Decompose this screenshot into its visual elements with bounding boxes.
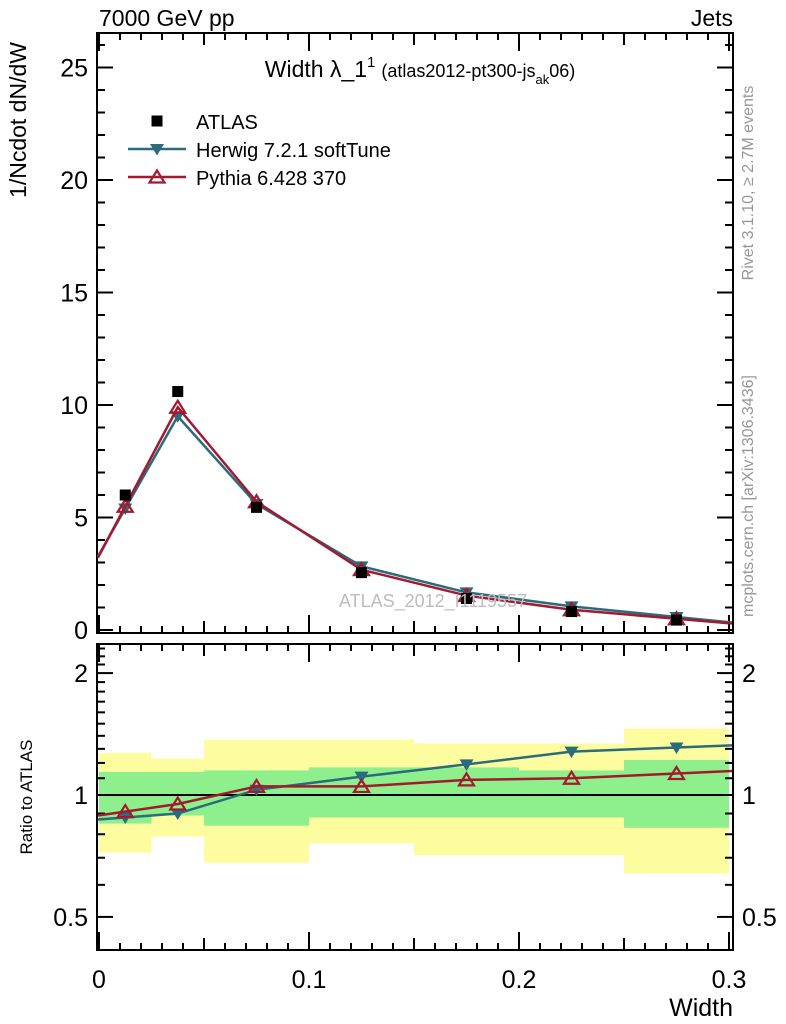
svg-text:0.5: 0.5 — [53, 903, 88, 932]
svg-text:10: 10 — [60, 392, 88, 420]
rivet-version-note: Rivet 3.1.10, ≥ 2.7M events — [740, 85, 757, 281]
svg-text:0.1: 0.1 — [291, 966, 327, 994]
ratio-y-axis-label: Ratio to ATLAS — [17, 739, 36, 855]
svg-text:0: 0 — [92, 966, 106, 994]
series-main-atlas — [120, 386, 682, 626]
svg-text:1: 1 — [742, 782, 756, 810]
svg-text:15: 15 — [60, 279, 88, 308]
svg-text:1: 1 — [74, 782, 88, 810]
main-y-axis-label: 1/Ncdot dN/dW — [5, 42, 31, 198]
plot-title-subscript: ak — [535, 72, 550, 87]
svg-text:5: 5 — [74, 504, 88, 533]
generated-plot-layer — [53, 33, 777, 994]
svg-text:2: 2 — [742, 660, 756, 689]
plot-title-detail-end: 06) — [549, 61, 576, 81]
mcplots-arxiv-note: mcplots.cern.ch [arXiv:1306.3436] — [740, 375, 757, 617]
svg-text:2: 2 — [74, 660, 88, 689]
process-label: Jets — [690, 5, 733, 31]
plot-title-detail: (atlas2012-pt300-js — [381, 61, 536, 81]
svg-text:20: 20 — [60, 167, 88, 195]
svg-text:0: 0 — [74, 617, 88, 645]
plot-title — [265, 54, 575, 87]
x-axis-label: Width — [669, 994, 733, 1022]
svg-text:0.5: 0.5 — [742, 903, 777, 932]
plot-title-superscript: 1 — [367, 54, 376, 71]
plot-title-main: Width λ_1 — [264, 56, 368, 82]
legend-label-herwig: Herwig 7.2.1 softTune — [196, 140, 391, 162]
svg-text:0.3: 0.3 — [711, 966, 747, 994]
legend-label-atlas: ATLAS — [196, 112, 258, 134]
svg-text:25: 25 — [60, 54, 88, 83]
beam-label: 7000 GeV pp — [99, 5, 235, 31]
analysis-watermark: ATLAS_2012_I1119557 — [338, 591, 528, 611]
legend-label-pythia: Pythia 6.428 370 — [196, 168, 347, 190]
svg-text:0.2: 0.2 — [501, 966, 537, 994]
legend-icons — [128, 116, 186, 183]
